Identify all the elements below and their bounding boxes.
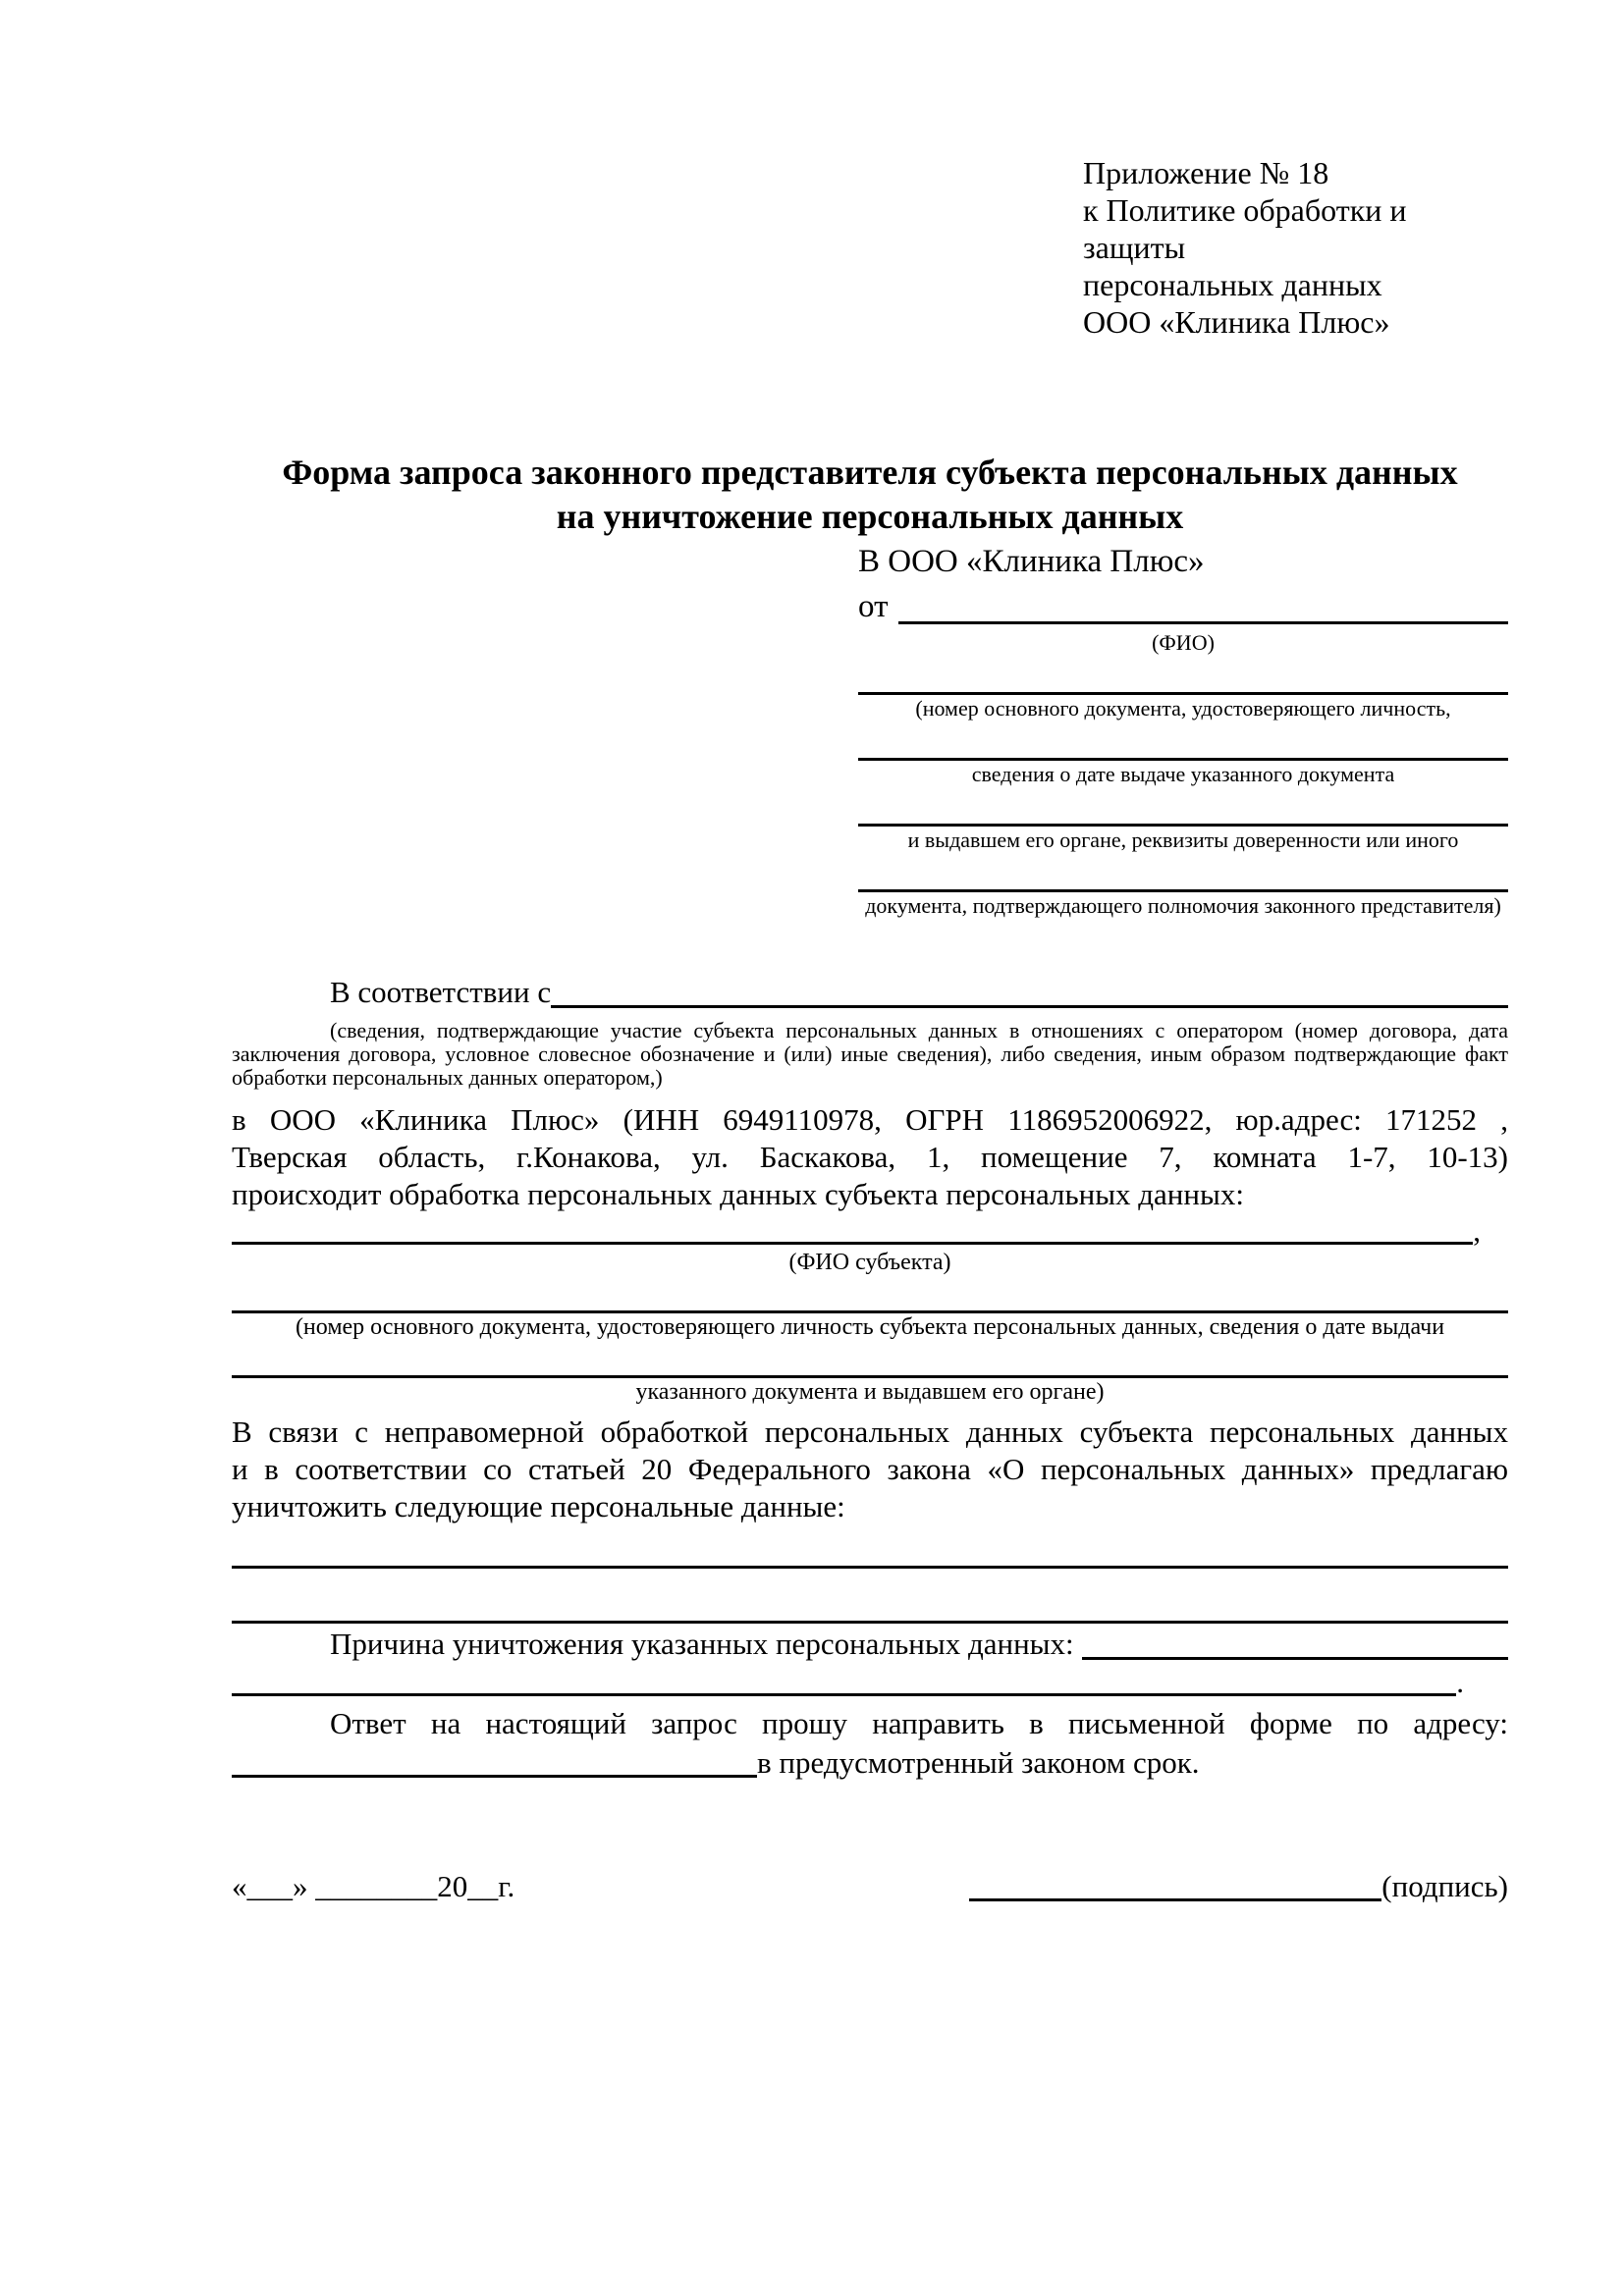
answer-line-2 [232, 1743, 1508, 1783]
addressee-block [858, 539, 1508, 919]
signature-caption: (подпись) [1381, 1869, 1508, 1903]
appendix-number: Приложение № 18 [1083, 155, 1329, 190]
document-title [232, 451, 1508, 539]
subject-doc-caption-1: (номер основного документа, удостоверяющего личность субъекта персональных данных, сведения о дате выдачи [295, 1314, 1445, 1340]
subject-fio-blank-line [232, 1213, 1481, 1249]
from-blank-line [898, 621, 1509, 624]
comma-suffix: , [1473, 1213, 1481, 1248]
signature-group [969, 1867, 1508, 1906]
representative-doc-caption-1: (номер основного документа, удостоверяющего личность, [915, 696, 1451, 721]
answer-line-1: Ответ на настоящий запрос прошу направить в письменной форме по адресу: [330, 1706, 1508, 1740]
data-to-destroy-blank-2 [232, 1569, 1508, 1624]
demand-paragraph-line-1: В связи с неправомерной обработкой персональных данных субъекта персональных данных [232, 1415, 1508, 1449]
from-label: от [858, 589, 889, 624]
subject-fio-caption: (ФИО субъекта) [788, 1250, 951, 1275]
date-line: «___» ________20__г. [232, 1869, 515, 1903]
reason-blank-line-2 [232, 1665, 1464, 1700]
operator-paragraph-line-2: Тверская область, г.Конакова, ул. Баскакова, 1, помещение 7, комната 1-7, 10-13) [232, 1140, 1508, 1174]
operator-paragraph-line-1: в ООО «Клиника Плюс» (ИНН 6949110978, ОГРН 1186952006922, юр.адрес: 171252 , [232, 1102, 1508, 1137]
subject-fio-blank [232, 1242, 1473, 1245]
accordance-note [232, 1019, 1508, 1090]
appendix-company: ООО «Клиника Плюс» [1083, 304, 1390, 340]
reason-blank-line [1082, 1657, 1508, 1660]
operator-paragraph-line-3: происходит обработка персональных данных субъекта персональных данных: [232, 1177, 1244, 1211]
appendix-policy-line-2: персональных данных [1083, 267, 1382, 302]
representative-doc-blank-1 [858, 656, 1508, 695]
demand-paragraph-line-2: и в соответствии со статьей 20 Федерального закона «О персональных данных» предлагаю [232, 1452, 1508, 1486]
operator-paragraph [232, 1101, 1508, 1213]
representative-doc-blank-3 [858, 787, 1508, 827]
accordance-note-line-2: заключения договора, условное словесное обозначение и (или) иные сведения), либо сведения, иным образом подтверждающие факт [232, 1041, 1508, 1066]
from-line [858, 584, 1508, 629]
document-title-line-1: Форма запроса законного представителя субъекта персональных данных [282, 453, 1458, 492]
subject-doc-blank-2 [232, 1341, 1508, 1378]
representative-doc-blank-2 [858, 721, 1508, 761]
accordance-note-line-3: обработки персональных данных оператором,) [232, 1065, 663, 1090]
representative-doc-caption-4: документа, подтверждающего полномочия законного представителя) [865, 893, 1501, 918]
representative-doc-caption-2: сведения о дате выдаче указанного документа [971, 762, 1395, 786]
answer-address-blank [232, 1775, 757, 1778]
representative-doc-caption-3: и выдавшем его органе, реквизиты доверенности или иного [907, 828, 1459, 852]
footer [232, 1867, 1508, 1906]
representative-doc-blank-4 [858, 853, 1508, 892]
accordance-label: В соответствии с [330, 975, 552, 1009]
appendix-header [1083, 0, 1508, 341]
reason-label: Причина уничтожения указанных персональных данных: [330, 1627, 1074, 1661]
addressee-company: В ООО «Клиника Плюс» [858, 544, 1205, 579]
accordance-line [232, 972, 1508, 1013]
signature-blank-line [969, 1898, 1381, 1901]
period-suffix: . [1456, 1665, 1464, 1699]
fio-caption: (ФИО) [1152, 630, 1215, 655]
demand-paragraph [232, 1414, 1508, 1525]
appendix-policy-line: к Политике обработки и защиты [1083, 192, 1407, 265]
reason-blank [232, 1693, 1456, 1696]
accordance-note-line-1: (сведения, подтверждающие участие субъекта персональных данных в отношениях с оператором (номер договора, дата [330, 1018, 1508, 1042]
data-to-destroy-blank-1 [232, 1539, 1508, 1569]
demand-paragraph-line-3: уничтожить следующие персональные данные: [232, 1489, 845, 1523]
accordance-blank-line [551, 1005, 1508, 1008]
reason-line [232, 1624, 1508, 1665]
answer-line-2-text: в предусмотренный законом срок. [757, 1745, 1200, 1780]
subject-doc-blank-1 [232, 1276, 1508, 1313]
document-title-line-2: на уничтожение персональных данных [556, 497, 1184, 536]
subject-doc-caption-2: указанного документа и выдавшем его органе) [635, 1379, 1105, 1405]
